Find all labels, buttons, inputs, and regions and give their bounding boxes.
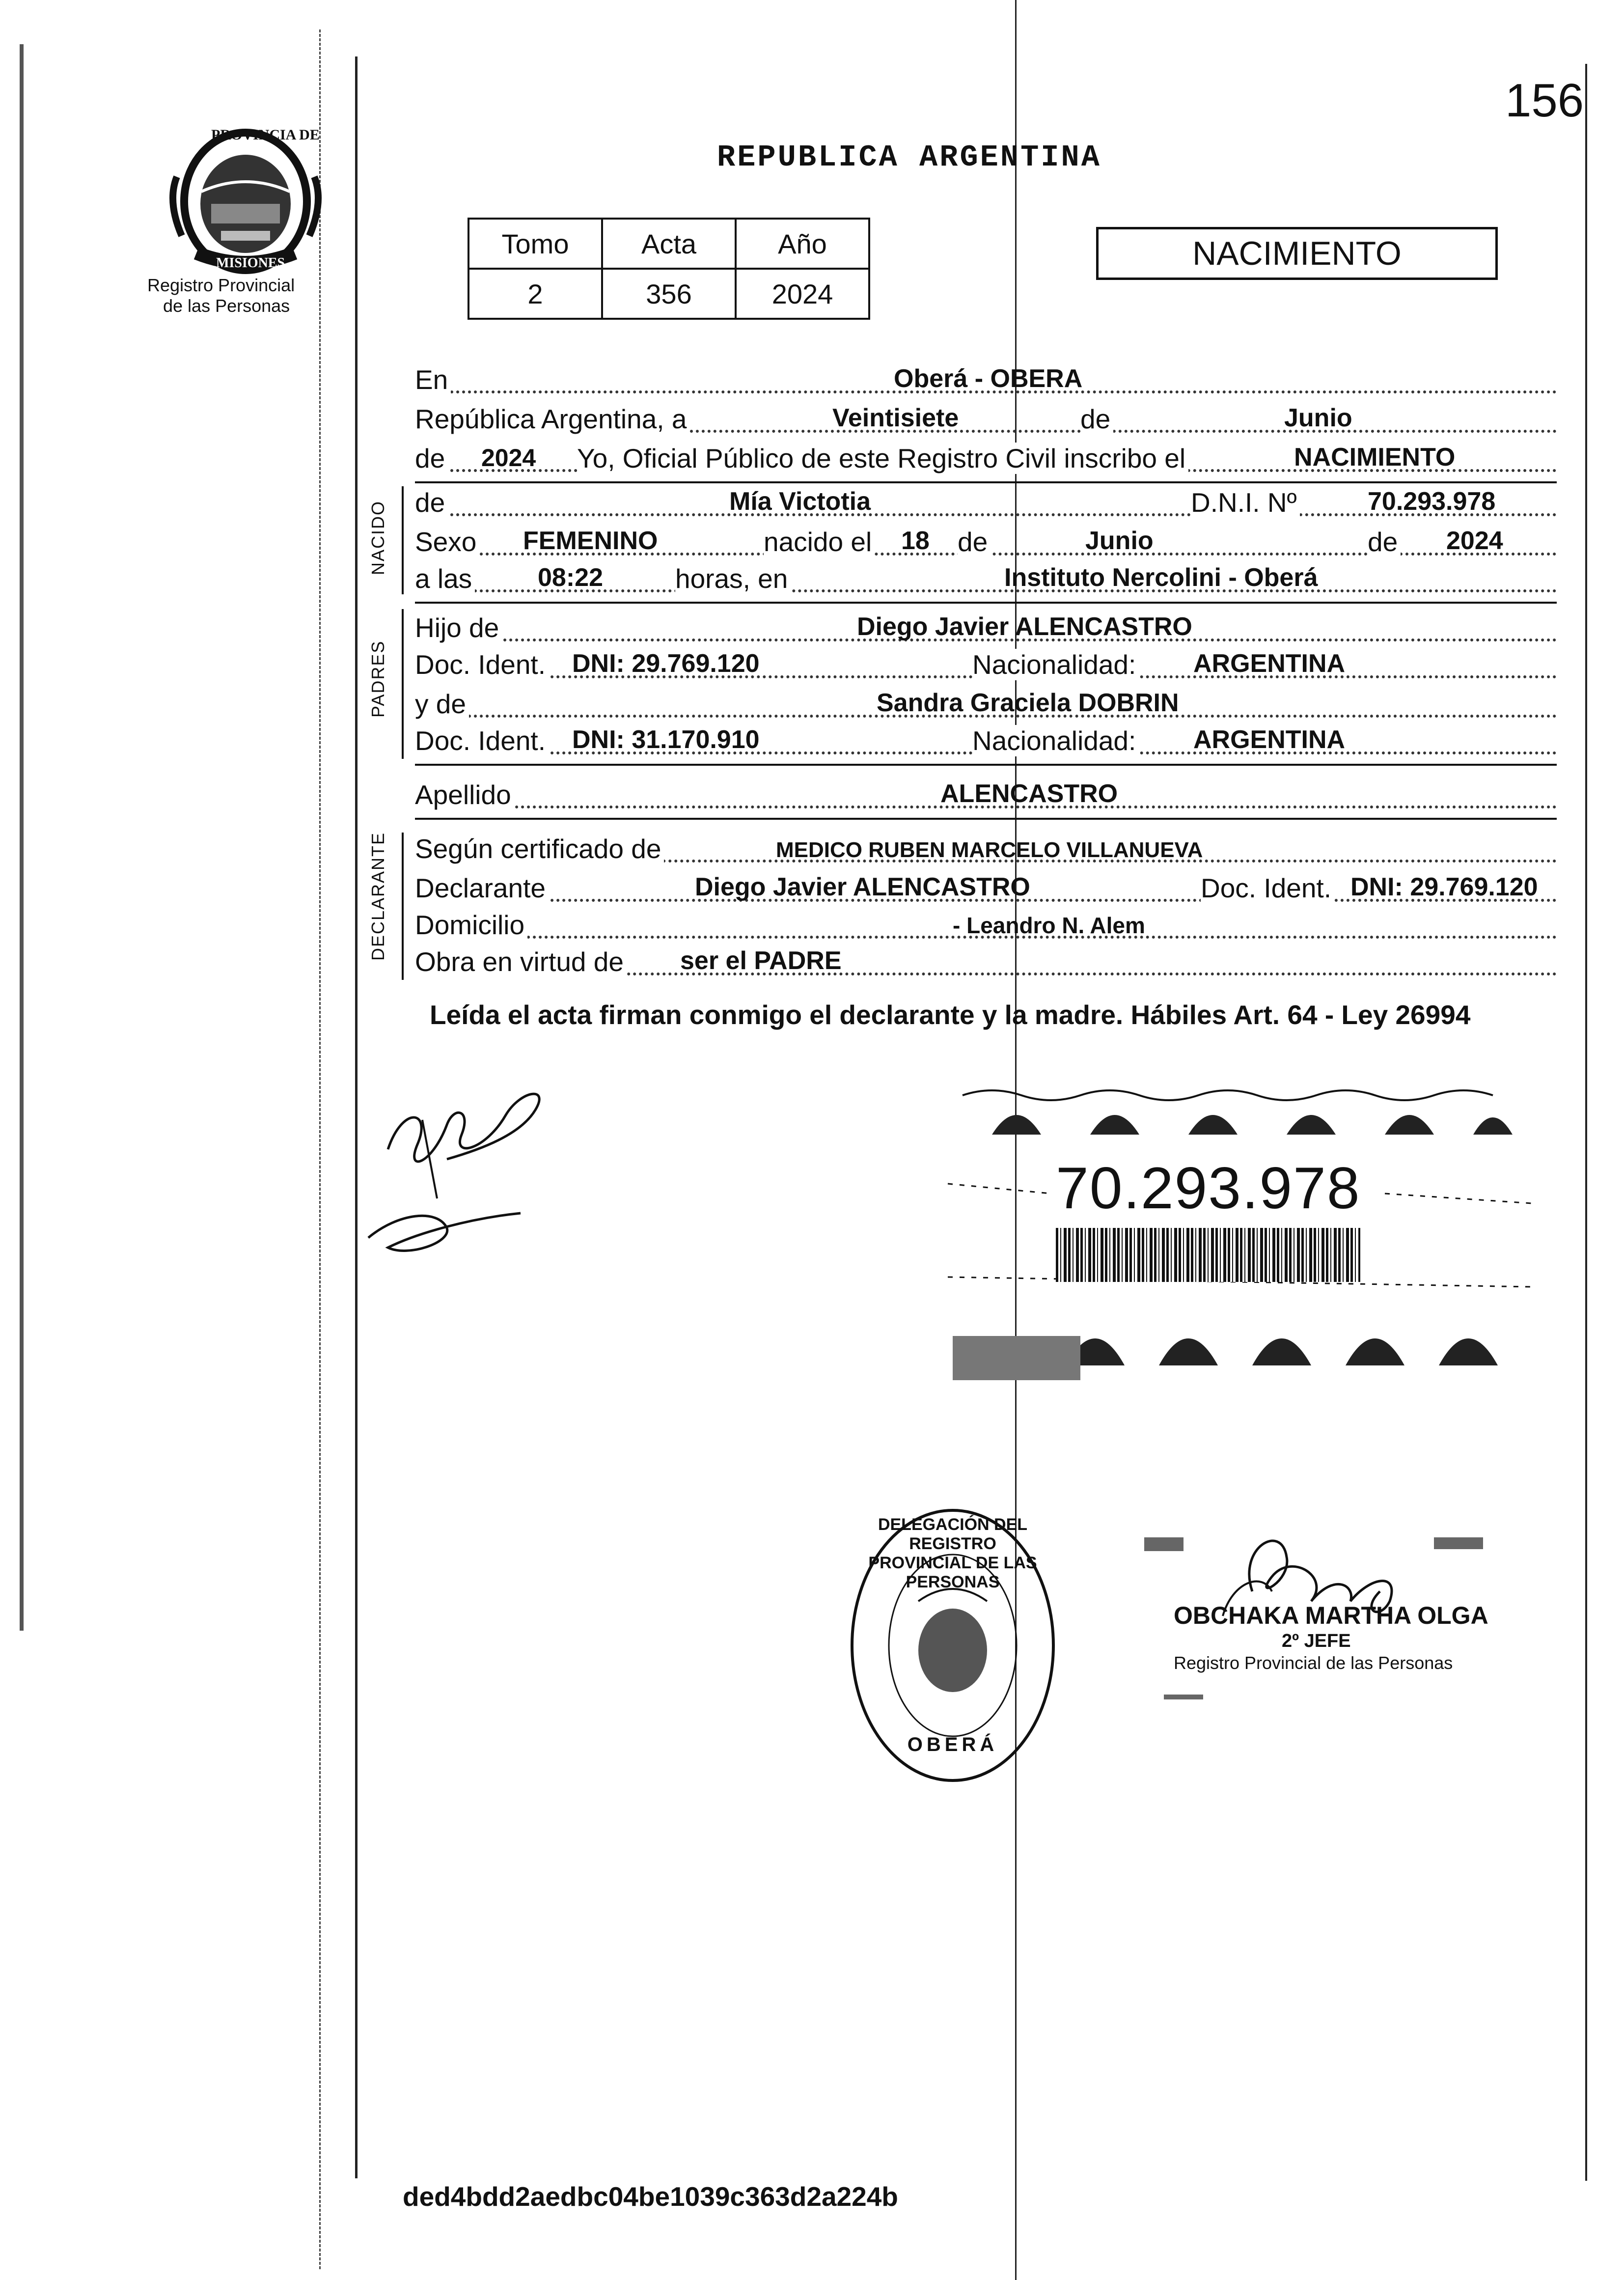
nacido-el-label: nacido el <box>764 526 875 557</box>
page-number: 156 <box>1505 74 1584 127</box>
declarant-signature <box>358 1051 584 1257</box>
logo-org-line1: Registro Provincial <box>147 275 295 295</box>
row-madre <box>415 685 1557 724</box>
de-nombre-label: de <box>415 487 448 518</box>
security-sticker <box>943 1081 1547 1385</box>
seal-city: OBERÁ <box>907 1734 998 1755</box>
table-cell: 2 <box>468 269 602 319</box>
birth-time-value: 08:22 <box>538 563 603 592</box>
row-sexo <box>415 523 1557 562</box>
padres-section-label: PADRES <box>368 640 388 718</box>
mother-nat-value: ARGENTINA <box>1193 725 1346 754</box>
hijo-de-label: Hijo de <box>415 612 502 643</box>
nacido-bracket <box>402 486 404 594</box>
mother-doc-value: DNI: 31.170.910 <box>572 725 760 754</box>
en-label: En <box>415 364 451 395</box>
birth-day-value: 18 <box>901 527 930 555</box>
divider-line <box>415 818 1557 820</box>
sticker-number: 70.293.978 <box>1056 1155 1361 1221</box>
obra-label: Obra en virtud de <box>415 946 627 977</box>
row-domicilio <box>415 906 1557 945</box>
sexo-value: FEMENINO <box>523 527 658 555</box>
domicilio-value: - Leandro N. Alem <box>953 913 1145 938</box>
father-name-value: Diego Javier ALENCASTRO <box>857 612 1192 641</box>
month-value: Junio <box>1284 404 1352 432</box>
row-oficial <box>415 440 1557 479</box>
republica-label: República Argentina, a <box>415 403 689 435</box>
declarante-bracket <box>402 833 404 980</box>
right-margin-line <box>1585 64 1587 2181</box>
left-margin-dashes <box>319 29 321 2269</box>
official-org: Registro Provincial de las Personas <box>1174 1653 1453 1673</box>
official-signature <box>1125 1503 1517 1699</box>
logo-ribbon-text: MISIONES <box>216 255 285 271</box>
divider-line <box>415 764 1557 766</box>
declarante-section-label: DECLARANTE <box>368 832 388 961</box>
oficial-text: Yo, Oficial Público de este Registro Civil inscribo el <box>577 443 1188 474</box>
sticker-barcode <box>1056 1228 1360 1282</box>
mother-name-value: Sandra Graciela DOBRIN <box>877 689 1179 717</box>
apellido-value: ALENCASTRO <box>940 779 1118 808</box>
father-doc-value: DNI: 29.769.120 <box>572 649 760 678</box>
de-label-3: de <box>1368 526 1401 557</box>
nacido-section-label: NACIDO <box>368 500 388 575</box>
year-value: 2024 <box>481 444 536 472</box>
province-logo <box>162 118 329 280</box>
de-label: de <box>1080 403 1113 435</box>
official-name: OBCHAKA MARTHA OLGA <box>1174 1602 1488 1629</box>
table-header: Tomo <box>468 219 602 269</box>
row-apellido <box>415 776 1557 815</box>
registry-table <box>468 218 870 320</box>
dni-label: D.N.I. Nº <box>1191 487 1300 518</box>
left-margin-line <box>355 56 358 2178</box>
birth-year-value: 2024 <box>1446 527 1503 555</box>
sexo-label: Sexo <box>415 526 479 557</box>
delegation-seal <box>845 1503 1061 1798</box>
birth-place-value: Instituto Nercolini - Oberá <box>1004 563 1318 592</box>
logo-org-line2: de las Personas <box>163 296 290 316</box>
left-edge-mark <box>20 44 24 1631</box>
child-dni-value: 70.293.978 <box>1368 487 1496 516</box>
birth-month-value: Junio <box>1085 527 1154 555</box>
document-title: REPUBLICA ARGENTINA <box>717 140 1101 175</box>
divider-line <box>415 602 1557 604</box>
certificado-value: MEDICO RUBEN MARCELO VILLANUEVA <box>776 838 1203 862</box>
row-fecha <box>415 400 1557 440</box>
de-year-label: de <box>415 443 448 474</box>
nacionalidad-label: Nacionalidad: <box>972 725 1139 756</box>
father-nat-value: ARGENTINA <box>1193 649 1346 678</box>
row-hora <box>415 560 1557 599</box>
doc-ident-label: Doc. Ident. <box>415 725 549 756</box>
table-cell: 356 <box>602 269 736 319</box>
y-de-label: y de <box>415 688 469 720</box>
declarante-doc-value: DNI: 29.769.120 <box>1350 873 1538 901</box>
table-header: Año <box>736 219 869 269</box>
closing-note: Leída el acta firman conmigo el declarante y la madre. Hábiles Art. 64 - Ley 26994 <box>430 1000 1471 1030</box>
apellido-label: Apellido <box>415 779 514 810</box>
table-header: Acta <box>602 219 736 269</box>
act-type-box: NACIMIENTO <box>1096 227 1498 280</box>
row-madre-doc <box>415 722 1557 761</box>
row-padre <box>415 609 1557 648</box>
padres-bracket <box>402 609 404 759</box>
horas-en-label: horas, en <box>675 563 791 594</box>
child-name-value: Mía Victotia <box>729 487 871 516</box>
a-las-label: a las <box>415 563 475 594</box>
day-words-value: Veintisiete <box>832 404 959 432</box>
divider-line <box>415 481 1557 483</box>
domicilio-label: Domicilio <box>415 909 527 941</box>
row-obra <box>415 943 1557 982</box>
document-hash: ded4bdd2aedbc04be1039c363d2a224b <box>403 2181 898 2212</box>
seal-ring-text: DELEGACIÓN DEL REGISTRO PROVINCIAL DE LAS PERSONAS <box>868 1515 1037 1591</box>
official-role: 2º JEFE <box>1282 1631 1351 1651</box>
de-label-2: de <box>958 526 991 557</box>
row-declarante <box>415 869 1557 909</box>
doc-ident-label: Doc. Ident. <box>415 649 549 680</box>
row-nacido-nombre <box>415 484 1557 523</box>
logo-arc-text: PROVINCIA DE <box>211 127 320 143</box>
segun-certificado-label: Según certificado de <box>415 833 664 864</box>
declarante-label: Declarante <box>415 872 549 904</box>
obra-value: ser el PADRE <box>680 946 842 975</box>
table-cell: 2024 <box>736 269 869 319</box>
row-certificado <box>415 830 1557 869</box>
row-en <box>415 361 1557 400</box>
doc-ident-label: Doc. Ident. <box>1201 872 1334 904</box>
act-inscribed-value: NACIMIENTO <box>1294 443 1456 472</box>
place-value: Oberá - OBERA <box>894 364 1083 393</box>
nacionalidad-label: Nacionalidad: <box>972 649 1139 680</box>
row-padre-doc <box>415 646 1557 685</box>
declarante-name-value: Diego Javier ALENCASTRO <box>695 873 1030 901</box>
